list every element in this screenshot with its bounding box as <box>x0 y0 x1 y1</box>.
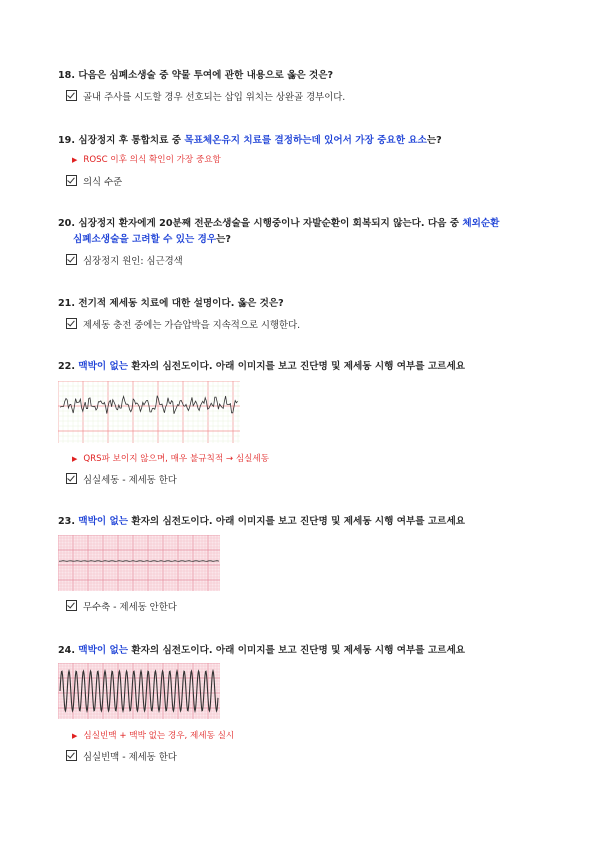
title-text: 환자의 심전도이다. 아래 이미지를 보고 진단명 및 제세동 시행 여부를 고르세요 <box>128 361 465 372</box>
question-18-answer <box>66 90 345 105</box>
question-21-title: 21. 전기적 제세동 치료에 대한 설명이다. 옳은 것은? <box>58 298 284 309</box>
triangle-right-icon: ▶ <box>72 156 78 164</box>
question-19-title <box>58 133 555 149</box>
question-19-hint <box>72 153 221 167</box>
title-text: 는? <box>426 135 442 146</box>
question-22-title <box>58 359 555 375</box>
title-highlight: 체외순환 <box>462 218 500 229</box>
hint-text: QRS파 보이지 않으며, 매우 불규칙적 → 심실세동 <box>83 454 270 464</box>
question-20-answer <box>66 254 183 269</box>
answer-text: 제세동 충전 중에는 가슴압박을 지속적으로 시행한다. <box>83 320 301 331</box>
title-text: 20. 심장정지 환자에게 20분째 전문소생술을 시행중이나 자발순환이 회복되지 않는다. 다음 중 <box>58 218 463 229</box>
answer-text: 심실세동 - 제세동 한다 <box>83 475 177 486</box>
question-22-hint <box>72 452 269 466</box>
answer-text: 무수축 - 제세동 안한다 <box>83 602 177 613</box>
question-20-title <box>58 216 555 248</box>
question-19-answer <box>66 175 122 190</box>
question-24-hint <box>72 729 234 743</box>
checkbox-checked-icon <box>66 600 77 611</box>
checkbox-checked-icon <box>66 175 77 186</box>
title-text: 환자의 심전도이다. 아래 이미지를 보고 진단명 및 제세동 시행 여부를 고르세요 <box>128 516 465 527</box>
hint-text: ROSC 이후 의식 확인이 가장 중요함 <box>83 155 221 165</box>
hint-text: 심실빈맥 + 맥박 없는 경우, 제세동 실시 <box>83 731 235 741</box>
title-highlight: 맥박이 없는 <box>78 516 129 527</box>
title-text: 환자의 심전도이다. 아래 이미지를 보고 진단명 및 제세동 시행 여부를 고르세요 <box>128 645 465 656</box>
answer-text: 심실빈맥 - 제세동 한다 <box>83 752 177 763</box>
triangle-right-icon: ▶ <box>72 455 78 463</box>
question-18-title: 18. 다음은 심폐소생술 중 약물 투여에 관한 내용으로 옳은 것은? <box>58 70 334 81</box>
ecg-strip-asystole-image <box>58 535 220 591</box>
title-highlight: 맥박이 없는 <box>78 645 129 656</box>
question-23-title <box>58 514 555 530</box>
question-23-answer <box>66 600 177 615</box>
answer-text: 골내 주사를 시도할 경우 선호되는 삽입 위치는 상완골 경부이다. <box>83 92 346 103</box>
checkbox-checked-icon <box>66 90 77 101</box>
title-highlight: 심폐소생술을 고려할 수 있는 경우 <box>73 234 217 245</box>
title-text: 22. <box>58 361 79 372</box>
triangle-right-icon: ▶ <box>72 732 78 740</box>
checkbox-checked-icon <box>66 750 77 761</box>
title-text: 24. <box>58 645 79 656</box>
checkbox-checked-icon <box>66 473 77 484</box>
title-text: 는? <box>216 234 231 245</box>
ecg-strip-vfib-image <box>58 381 240 443</box>
title-text: 23. <box>58 516 79 527</box>
title-highlight: 목표체온유지 치료를 결정하는데 있어서 가장 중요한 요소 <box>184 135 427 146</box>
question-24-title <box>58 643 555 659</box>
question-24-answer <box>66 750 177 765</box>
checkbox-checked-icon <box>66 254 77 265</box>
question-21-answer <box>66 318 300 333</box>
answer-text: 심장정지 원인: 심근경색 <box>83 256 183 267</box>
answer-text: 의식 수준 <box>83 177 123 188</box>
question-22-answer <box>66 473 177 488</box>
title-highlight: 맥박이 없는 <box>78 361 129 372</box>
ecg-strip-vtach-image <box>58 663 220 719</box>
title-text: 19. 심장정지 후 통합치료 중 <box>58 135 185 146</box>
checkbox-checked-icon <box>66 318 77 329</box>
